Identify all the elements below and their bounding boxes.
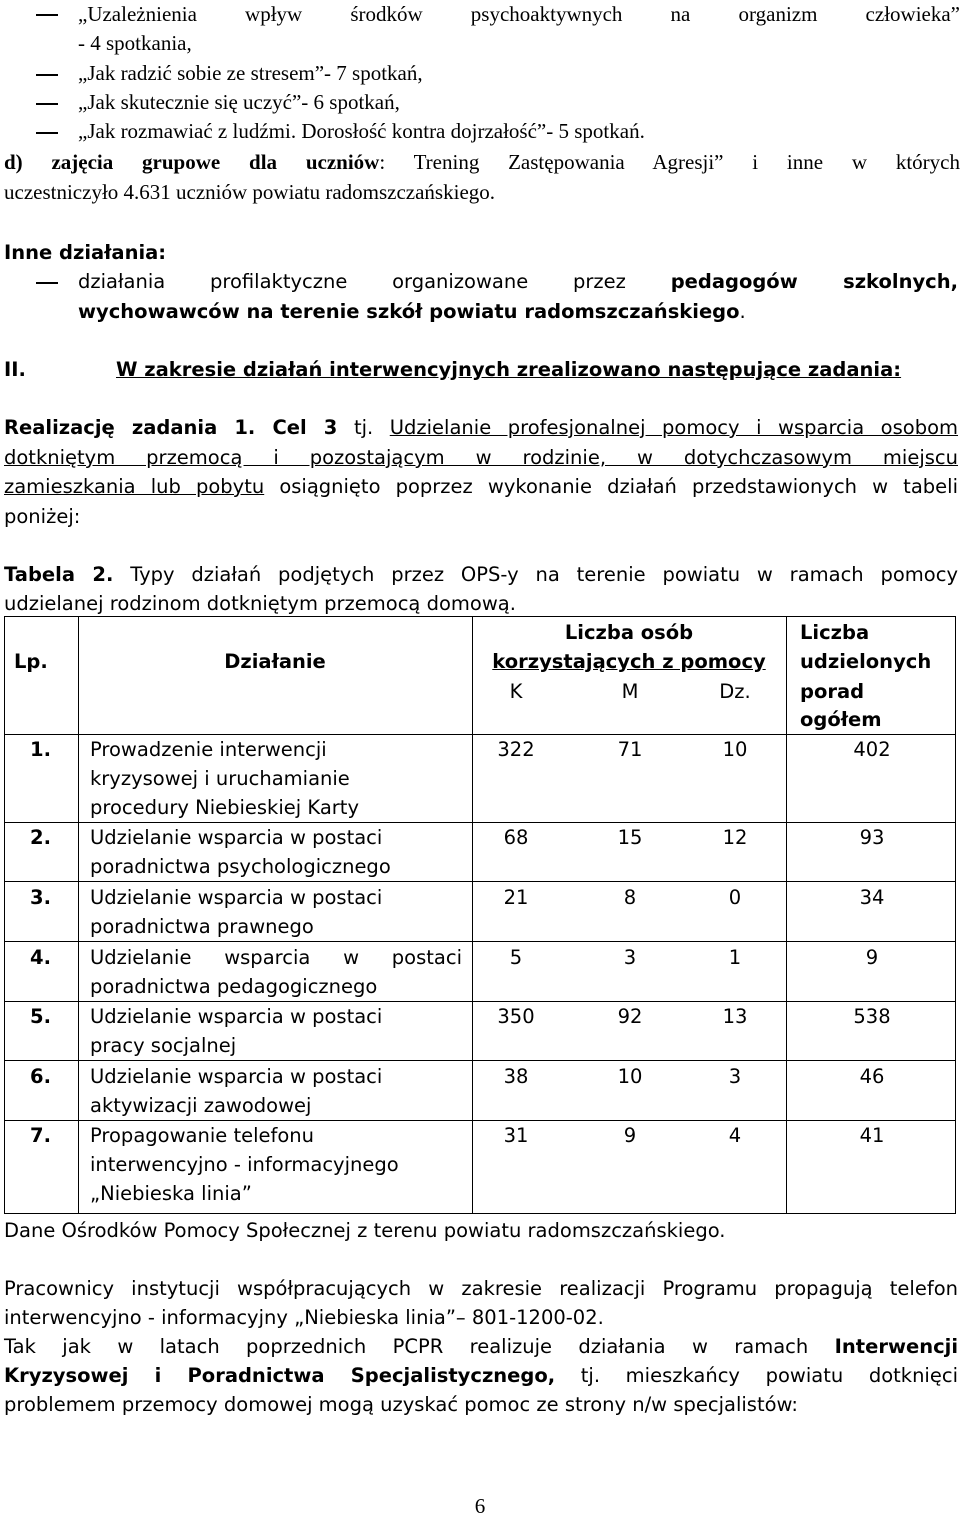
header-osob-2: korzystających z pomocy xyxy=(492,650,766,673)
closing-p2-bold: Interwencji xyxy=(834,1335,959,1358)
list-item-uczyc: „Jak skutecznie się uczyć”- 6 spotkań, xyxy=(78,90,400,114)
header-porad-2: udzielonych xyxy=(800,650,932,673)
inne-line1-bold: pedagogów szkolnych, xyxy=(670,270,959,293)
row-desc-line: procedury Niebieskiej Karty xyxy=(90,796,359,819)
row-porad: 9 xyxy=(865,946,879,969)
section-title: W zakresie działań interwencyjnych zrealizowano następujące zadania: xyxy=(116,358,902,381)
table-col-divider xyxy=(472,616,473,1214)
row-desc-line: Udzielanie wsparcia w postaci xyxy=(90,946,462,969)
row-lp: 5. xyxy=(30,1005,51,1028)
row-desc-line: poradnictwa prawnego xyxy=(90,915,314,938)
list-item-stres: „Jak radzić sobie ze stresem”- 7 spotkań, xyxy=(78,61,423,85)
row-desc-line: Propagowanie telefonu xyxy=(90,1124,315,1147)
closing-p2-line3: problemem przemocy domowej mogą uzyskać pomoc ze strony n/w specjalistów: xyxy=(4,1393,798,1416)
inne-heading: Inne działania: xyxy=(4,241,167,264)
row-m: 71 xyxy=(617,738,643,761)
closing-p2-line1 xyxy=(4,1332,958,1361)
table-col-divider xyxy=(786,616,787,1214)
inne-line2-bold: wychowawców na terenie szkół powiatu radomszczańskiego xyxy=(78,300,740,323)
table-col-divider xyxy=(78,616,79,1214)
table-caption-text: Typy działań podjętych przez OPS-y na terenie powiatu w ramach pomocy xyxy=(130,563,958,586)
header-porad-3: porad xyxy=(800,680,865,703)
inne-line2-end: . xyxy=(739,300,746,323)
list-item-uzaleznienia-cont: - 4 spotkania, xyxy=(78,31,192,55)
row-k: 68 xyxy=(503,826,529,849)
row-dz: 10 xyxy=(722,738,748,761)
row-desc-line: poradnictwa psychologicznego xyxy=(90,855,391,878)
row-desc-line: pracy socjalnej xyxy=(90,1034,237,1057)
row-desc-line: interwencyjno - informacyjnego xyxy=(90,1153,399,1176)
realizacja-tj: tj. xyxy=(353,416,374,439)
inne-line1-text: działania profilaktyczne organizowane przez xyxy=(78,270,626,293)
row-dz: 1 xyxy=(728,946,742,969)
realizacja-u3: zamieszkania lub pobytu xyxy=(4,475,265,498)
row-lp: 6. xyxy=(30,1065,51,1088)
header-osob-1: Liczba osób xyxy=(564,621,694,644)
table-border-left xyxy=(4,616,5,1214)
header-k: K xyxy=(509,680,523,703)
row-porad: 34 xyxy=(859,886,885,909)
dash-bullet xyxy=(36,14,58,16)
row-porad: 402 xyxy=(853,738,891,761)
table-caption-line1 xyxy=(4,560,958,589)
row-porad: 41 xyxy=(859,1124,885,1147)
row-k: 31 xyxy=(503,1124,529,1147)
row-dz: 4 xyxy=(728,1124,742,1147)
header-lp: Lp. xyxy=(14,650,48,673)
realizacja-line2: dotkniętym przemocą i pozostającym w rodzinie, w dotychczasowym miejscu xyxy=(4,446,958,469)
table-caption-line2: udzielanej rodzinom dotkniętym przemocą domową. xyxy=(4,592,516,615)
row-desc-line: Udzielanie wsparcia w postaci xyxy=(90,1065,383,1088)
row-desc-line: „Niebieska linia” xyxy=(90,1182,252,1205)
section-number: II. xyxy=(4,358,26,381)
closing-p2-line2 xyxy=(4,1361,958,1390)
table-caption-bold: Tabela 2. xyxy=(4,563,114,586)
page-number: 6 xyxy=(474,1494,486,1518)
dash-bullet xyxy=(36,74,58,76)
header-porad-1: Liczba xyxy=(800,621,870,644)
realizacja-line3 xyxy=(4,472,958,501)
inne-line1 xyxy=(78,267,958,296)
row-lp: 3. xyxy=(30,886,51,909)
dash-bullet xyxy=(36,282,58,284)
list-item-uzaleznienia: „Uzależnienia wpływ środków psychoaktywnych na organizm człowieka” xyxy=(78,2,960,26)
header-dz: Dz. xyxy=(719,680,751,703)
closing-p2-text: Tak jak w latach poprzednich PCPR realizuje działania w ramach xyxy=(4,1335,809,1358)
realizacja-rest: osiągnięto poprzez wykonanie działań przedstawionych w tabeli xyxy=(279,475,958,498)
row-desc-line: Prowadzenie interwencji xyxy=(90,738,327,761)
row-dz: 12 xyxy=(722,826,748,849)
header-dzialanie: Działanie xyxy=(224,650,326,673)
row-lp: 7. xyxy=(30,1124,51,1147)
realizacja-bold: Realizację zadania 1. Cel 3 xyxy=(4,416,338,439)
row-m: 8 xyxy=(623,886,637,909)
dash-bullet xyxy=(36,132,58,134)
row-k: 350 xyxy=(497,1005,535,1028)
row-m: 3 xyxy=(623,946,637,969)
row-desc-line: aktywizacji zawodowej xyxy=(90,1094,312,1117)
table-border-bottom xyxy=(4,1213,956,1214)
paragraph-d-cont: uczestniczyło 4.631 uczniów powiatu radomszczańskiego. xyxy=(4,180,496,204)
row-m: 10 xyxy=(617,1065,643,1088)
row-porad: 46 xyxy=(859,1065,885,1088)
row-lp: 4. xyxy=(30,946,51,969)
realizacja-line1 xyxy=(4,413,958,442)
list-item-rozmawiac: „Jak rozmawiać z ludźmi. Dorosłość kontra dojrzałość”- 5 spotkań. xyxy=(78,119,645,143)
row-k: 322 xyxy=(497,738,535,761)
header-m: M xyxy=(621,680,639,703)
row-k: 5 xyxy=(509,946,523,969)
closing-p2-rest: tj. mieszkańcy powiatu dotknięci xyxy=(580,1364,958,1387)
row-dz: 3 xyxy=(728,1065,742,1088)
table-border-top xyxy=(4,616,956,617)
row-porad: 538 xyxy=(853,1005,891,1028)
closing-p1-line2: interwencyjno - informacyjny „Niebieska linia”– 801-1200-02. xyxy=(4,1306,604,1329)
dash-bullet xyxy=(36,103,58,105)
source-note: Dane Ośrodków Pomocy Społecznej z terenu powiatu radomszczańskiego. xyxy=(4,1219,726,1242)
row-desc-line: Udzielanie wsparcia w postaci xyxy=(90,886,383,909)
row-k: 21 xyxy=(503,886,529,909)
closing-p1-line1: Pracownicy instytucji współpracujących w zakresie realizacji Programu propagują telefon xyxy=(4,1277,958,1300)
row-lp: 2. xyxy=(30,826,51,849)
row-dz: 13 xyxy=(722,1005,748,1028)
row-desc-line: poradnictwa pedagogicznego xyxy=(90,975,378,998)
row-k: 38 xyxy=(503,1065,529,1088)
row-m: 9 xyxy=(623,1124,637,1147)
d-rest: : Trening Zastępowania Agresji” i inne w których xyxy=(379,150,960,174)
row-desc-line: Udzielanie wsparcia w postaci xyxy=(90,826,383,849)
realizacja-u1: Udzielanie profesjonalnej pomocy i wsparcia osobom xyxy=(389,416,959,439)
row-dz: 0 xyxy=(728,886,742,909)
closing-p2-bold2: Kryzysowej i Poradnictwa Specjalistycznego, xyxy=(4,1364,556,1387)
row-porad: 93 xyxy=(859,826,885,849)
d-label: d) zajęcia grupowe dla uczniów xyxy=(4,150,380,174)
row-desc-line: Udzielanie wsparcia w postaci xyxy=(90,1005,383,1028)
row-m: 15 xyxy=(617,826,643,849)
data-table xyxy=(4,616,956,1214)
row-m: 92 xyxy=(617,1005,643,1028)
row-desc-line: kryzysowej i uruchamianie xyxy=(90,767,350,790)
row-lp: 1. xyxy=(30,738,51,761)
paragraph-d xyxy=(4,148,960,177)
inne-line2 xyxy=(78,297,960,326)
realizacja-line4: poniżej: xyxy=(4,505,81,528)
table-border-right xyxy=(955,616,956,1214)
header-porad-4: ogółem xyxy=(800,708,882,731)
